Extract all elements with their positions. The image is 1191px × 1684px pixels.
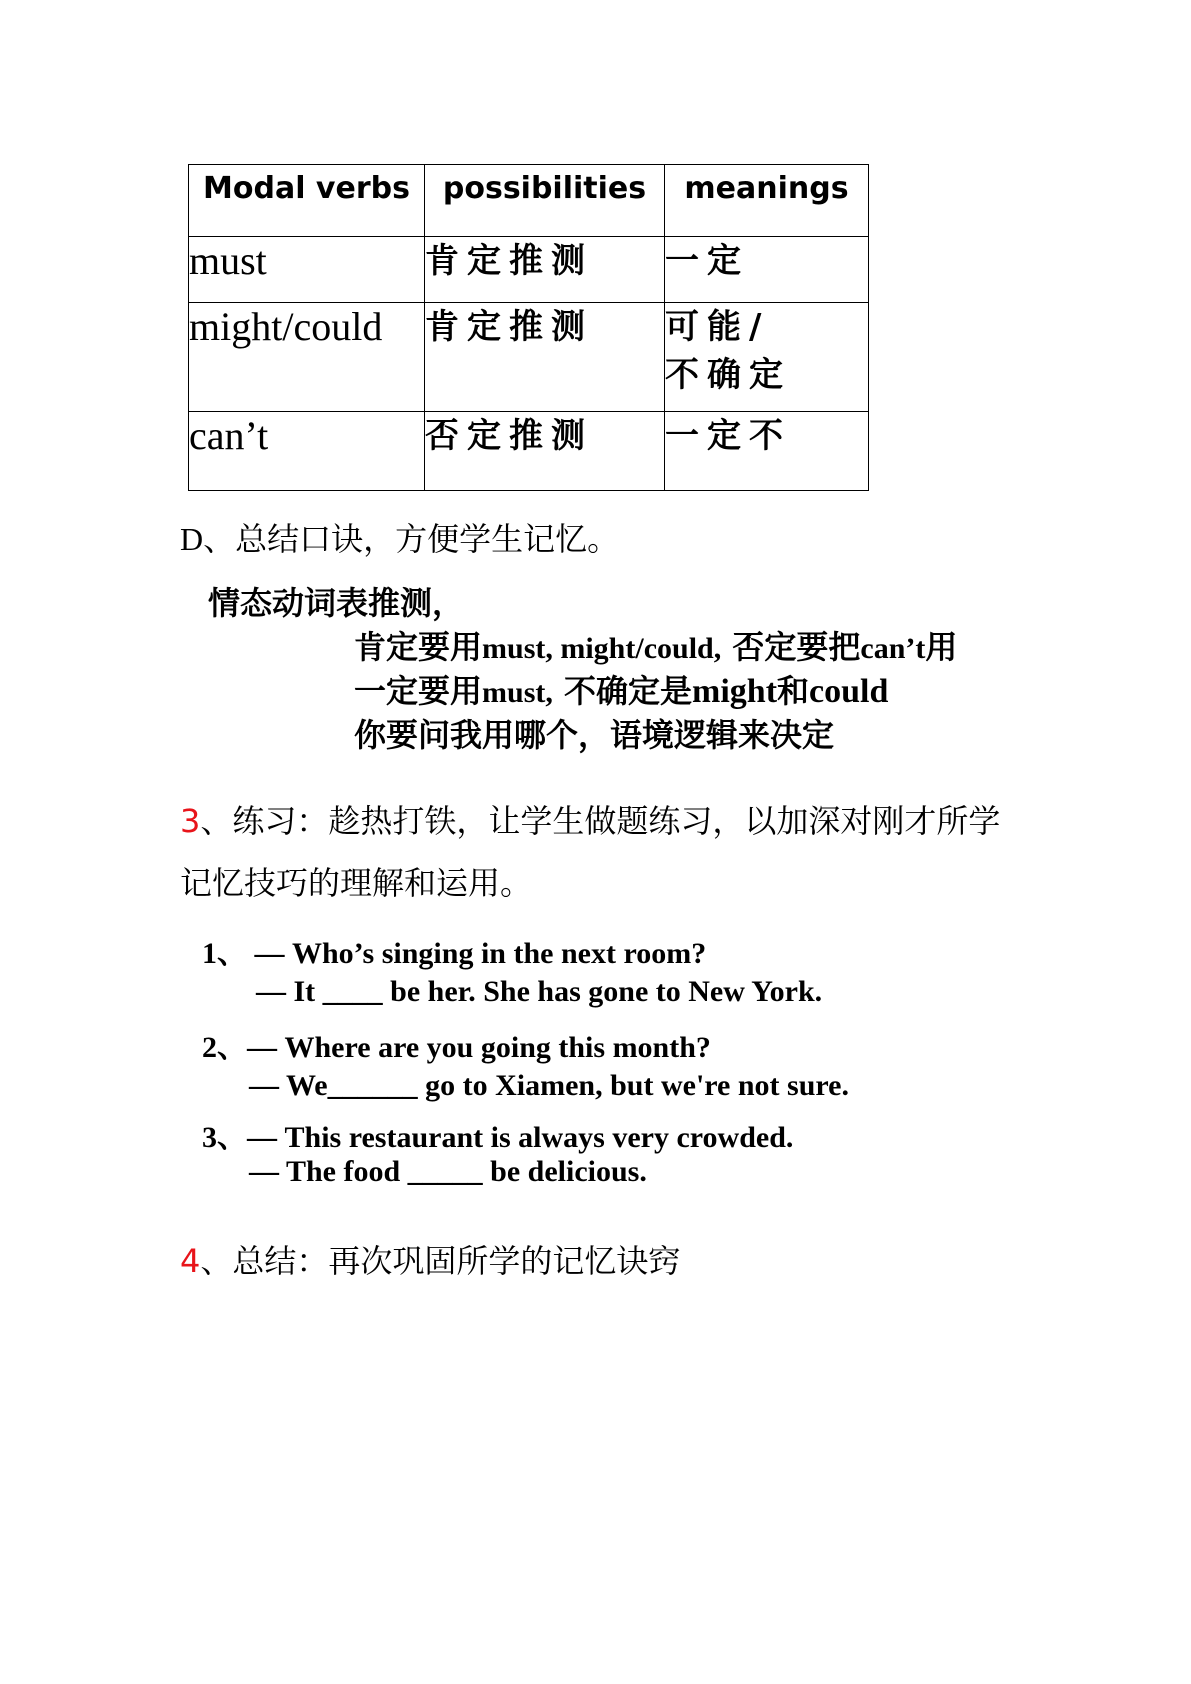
table-row [189, 303, 869, 412]
section-4-number: 4 [180, 1242, 201, 1280]
meaning-line: 一定 [665, 241, 749, 281]
rhyme-text: 否定要把 [721, 628, 861, 666]
section-4-heading [180, 1236, 680, 1282]
table-cell-possibility: 否定推测 [425, 412, 665, 491]
exercise-number: 3、 [202, 1121, 247, 1154]
table-header-cell: Modal verbs [189, 165, 425, 237]
rhyme-line-4: 你要问我用哪个，语境逻辑来决定 [354, 716, 835, 754]
rhyme-english: must, [482, 676, 553, 709]
rhyme-text: 用 [925, 628, 958, 666]
exercise-number: 1、 [202, 937, 247, 970]
table-cell-verb: must [189, 237, 425, 303]
table-cell-verb: can’t [189, 412, 425, 491]
table-row [189, 237, 869, 303]
exercise-2-answer: — We______ go to Xiamen, but we're not sure. [249, 1069, 849, 1102]
rhyme-text: 肯定要用 [354, 628, 483, 666]
exercise-3-answer: — The food _____ be delicious. [249, 1155, 647, 1188]
meaning-line: 可能/ [665, 307, 770, 347]
section-3-line-2: 记忆技巧的理解和运用。 [180, 864, 533, 902]
table-cell-possibility: 肯定推测 [425, 303, 665, 412]
section-3-number: 3 [180, 802, 201, 840]
section-d-heading [180, 514, 619, 560]
exercise-3-question [202, 1112, 793, 1156]
table-cell-meaning [665, 412, 869, 491]
rhyme-line-1: 情态动词表推测， [208, 584, 465, 622]
exercise-number: 2、 [202, 1031, 247, 1064]
table-header-cell: possibilities [425, 165, 665, 237]
exercise-2-question [202, 1022, 711, 1066]
rhyme-text: 一定要用 [354, 672, 483, 710]
table-cell-meaning [665, 303, 869, 412]
rhyme-english: can’t [860, 632, 926, 665]
rhyme-line-3 [354, 666, 888, 712]
modal-verbs-table [188, 164, 869, 491]
rhyme-text: 和 [777, 672, 810, 710]
table-cell-verb: might/could [189, 303, 425, 412]
exercise-question-text: — Where are you going this month? [247, 1031, 711, 1064]
section-4-text: 、总结：再次巩固所学的记忆诀窍 [200, 1242, 681, 1280]
meaning-line: 一定不 [665, 416, 791, 456]
rhyme-text: 不确定是 [552, 672, 693, 710]
section-3-line-1 [180, 796, 1000, 842]
section-3-text: 、练习：趁热打铁，让学生做题练习，以加深对刚才所学 [200, 802, 1001, 840]
table-header-cell: meanings [665, 165, 869, 237]
exercise-question-text: — Who’s singing in the next room? [247, 937, 707, 970]
rhyme-english: could [809, 673, 889, 710]
rhyme-english: must, might/could, [482, 632, 722, 665]
exercise-1-answer: — It ____ be her. She has gone to New York. [256, 975, 823, 1008]
exercise-question-text: — This restaurant is always very crowded. [247, 1121, 794, 1154]
section-d-lead: D [180, 521, 204, 557]
rhyme-english: might [692, 673, 778, 710]
meaning-line: 不确定 [665, 355, 791, 395]
table-cell-meaning [665, 237, 869, 303]
table-row [189, 412, 869, 491]
exercise-1-question [202, 928, 706, 972]
table-cell-possibility: 肯定推测 [425, 237, 665, 303]
table-header-row [189, 165, 869, 237]
section-d-text: 、总结口诀，方便学生记忆。 [203, 520, 620, 558]
rhyme-line-2 [354, 622, 957, 668]
